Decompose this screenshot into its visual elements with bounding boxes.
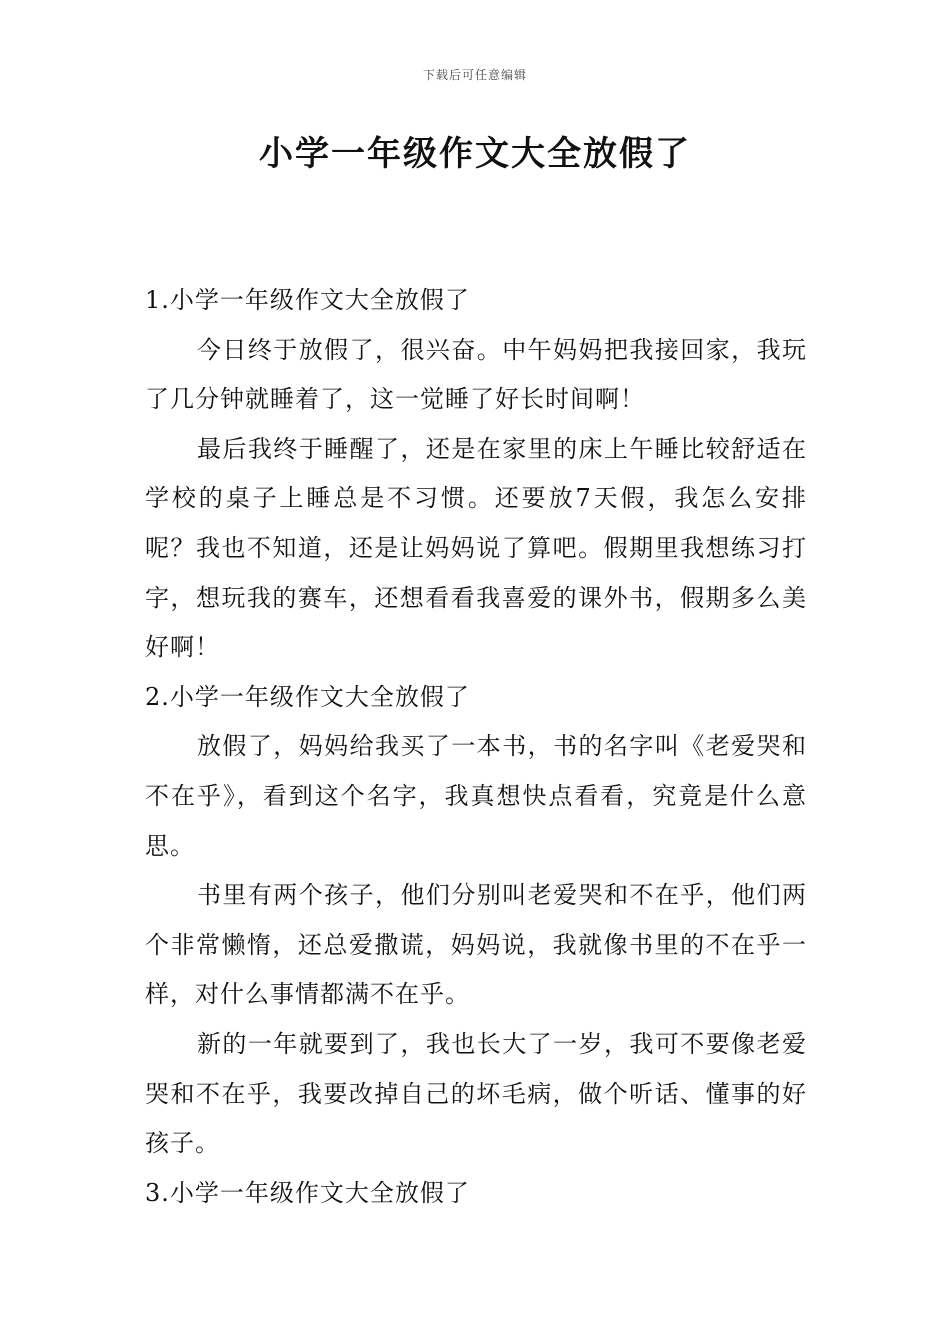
header-note: 下载后可任意编辑: [422, 68, 527, 82]
paragraph: 新的一年就要到了，我也长大了一岁，我可不要像老爱哭和不在乎，我要改掉自己的坏毛病，做个听话、懂事的好孩子。: [145, 1029, 807, 1158]
document-body: [145, 276, 807, 1218]
section-heading-1: 1.小学一年级作文大全放假了: [145, 286, 470, 314]
paragraph: 最后我终于睡醒了，还是在家里的床上午睡比较舒适在学校的桌子上睡总是不习惯。还要放7天假，我怎么安排呢？我也不知道，还是让妈妈说了算吧。假期里我想练习打字，想玩我的赛车，还想看看我喜爱的课外书，假期多么美好啊！: [145, 434, 807, 662]
paragraph: 放假了，妈妈给我买了一本书，书的名字叫《老爱哭和不在乎》，看到这个名字，我真想快点看看，究竟是什么意思。: [145, 732, 807, 860]
paragraph: 书里有两个孩子，他们分别叫老爱哭和不在乎，他们两个非常懒惰，还总爱撒谎，妈妈说，我就像书里的不在乎一样，对什么事情都满不在乎。: [145, 881, 807, 1009]
section-heading-2: 2.小学一年级作文大全放假了: [145, 682, 470, 711]
section-heading-3: 3.小学一年级作文大全放假了: [145, 1178, 470, 1207]
paragraph: 今日终于放假了，很兴奋。中午妈妈把我接回家，我玩了几分钟就睡着了，这一觉睡了好长时间啊！: [145, 335, 807, 414]
document-title: 小学一年级作文大全放假了: [259, 134, 691, 174]
